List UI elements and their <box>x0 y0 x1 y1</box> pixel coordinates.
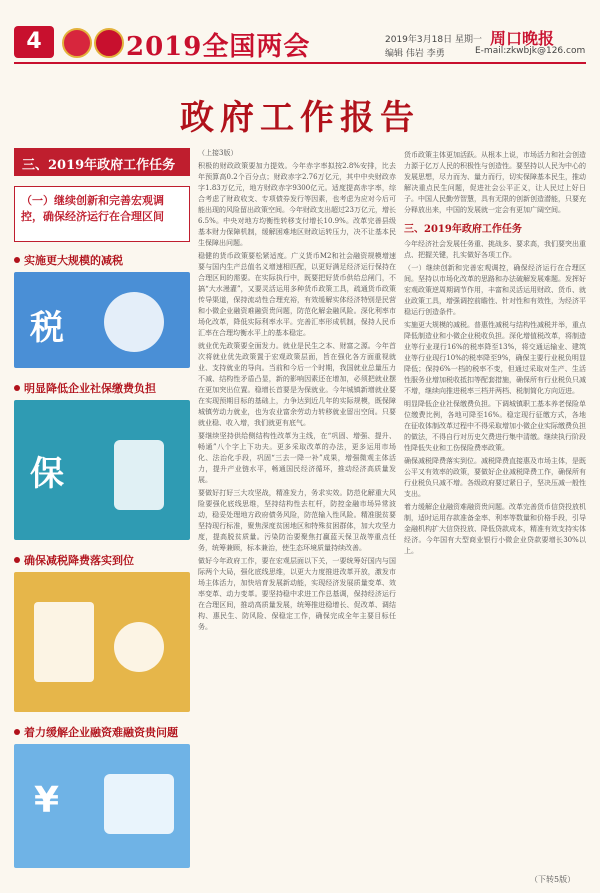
subsection-heading: （一）继续创新和完善宏观调控，确保经济运行在合理区间 <box>21 194 164 223</box>
topic-label: 确保减税降费落实到位 <box>14 552 190 568</box>
issue-date: 2019年3月18日 星期一 <box>385 35 482 45</box>
paragraph: 实施更大规模的减税。普惠性减税与结构性减税并举，重点降低制造业和小微企业税收负担。深化增值税改革，将制造业等行业现行16%的税率降至13%，将交通运输业、建筑业等行业现行10%的税率降至9%，确保主要行业税负明显降低；保持6%一档的税率不变，但通过采取对生产、生活性服务业增加税收抵扣等配套措施，确保所有行业税负只减不增，继续向推进税率三档并两档、税制简化方向迈进。 <box>404 321 586 395</box>
document-shape <box>34 602 94 682</box>
paragraph: 确保减税降费落实到位。减税降费直接惠及市场主体，是既公平又有效率的政策，要做好企业减税降费工作，确保所有行业税负只减不增。各级政府要过紧日子，坚决压减一般性支出。 <box>404 457 586 498</box>
cppcc-emblem-icon <box>94 28 124 58</box>
continued-note: （下转5版） <box>530 875 576 884</box>
right-column <box>404 148 586 868</box>
page-number: 4 <box>26 29 42 54</box>
paragraph: 明显降低企业社保缴费负担。下调城镇职工基本养老保险单位缴费比例，各地可降至16%。稳定现行征缴方式，各地在征收体制改革过程中不得采取增加小微企业实际缴费负担的做法，不得自行对历史欠费进行集中清缴。继续执行阶段性降低失业和工伤保险费率政策。 <box>404 400 586 452</box>
insurance-glyph: 保 <box>30 454 64 494</box>
paragraph: 货币政策主体更加活跃。从根本上说，市场活力和社会创造力源于亿万人民的积极性与创造性。要坚持以人民为中心的发展思想，尽力而为、量力而行，切实保障基本民生，推动解决重点民生问题，促进社会公平正义，让人民过上好日子。中国人民勤劳智慧，具有无限的创新创造潜能，只要充分释放出来，中国的发展就一定会有更加广阔空间。 <box>404 151 586 214</box>
paragraph: 着力缓解企业融资难融资贵问题。改革完善货币信贷投放机制，适时运用存款准备金率、利率等数量和价格手段，引导金融机构扩大信贷投放、降低贷款成本，精准有效支持实体经济。今年国有大型商业银行小微企业贷款要增长30%以上。 <box>404 503 586 555</box>
national-emblem-icon <box>62 28 92 58</box>
social-security-illustration <box>14 400 190 540</box>
page-number-badge <box>14 26 54 58</box>
middle-column <box>198 148 396 868</box>
header-divider <box>14 62 586 64</box>
tax-fee-cut-illustration <box>14 572 190 712</box>
paragraph: 做好今年政府工作，要在宏观层面以下关，一要统筹好国内与国际两个大局，强化底线思维，以更大力度推进改革开放，激发市场主体活力，加快培育发展新动能，实现经济发展质量变革、效率变革、动力变革。要坚持稳中求进工作总基调，保持经济运行在合理区间，推动高质量发展，统筹推进稳增长、促改革、调结构、惠民生、防风险、保稳定工作，确保完成全年主要目标任务。 <box>198 557 396 631</box>
column-section-heading: 三、2019年政府工作任务 <box>404 224 522 235</box>
subsection-box <box>14 186 190 242</box>
editor-credit: 编辑 伟岩 李勇 <box>385 49 445 59</box>
topic-label: 实施更大规模的减税 <box>14 252 190 268</box>
newspaper-brand: 周口晚报 <box>490 29 555 48</box>
financing-illustration <box>14 744 190 868</box>
section-banner <box>14 148 190 176</box>
paragraph: 稳健的货币政策要松紧适度。广义货币M2和社会融资规模增速要与国内生产总值名义增速相匹配，以更好满足经济运行保持在合理区间的需要。在实际执行中，既要把好货币供给总闸门，不搞“大水漫灌”，又要灵活运用多种货币政策工具，疏通货币政策传导渠道，保持流动性合理充裕，有效缓解实体经济特别是民营和小微企业融资难融资贵问题，防范化解金融风险。深化利率市场化改革，降低实际利率水平。完善汇率形成机制，保持人民币汇率在合理均衡水平上的基本稳定。 <box>198 252 396 337</box>
coin-shape <box>104 292 164 352</box>
building-shape <box>104 774 174 834</box>
currency-glyph: ¥ <box>34 780 60 821</box>
paragraph: （一）继续创新和完善宏观调控，确保经济运行在合理区间。坚持以市场化改革的思路和办法破解发展难题。发挥好宏观政策逆周期调节作用，丰富和灵活运用财政、货币、就业政策工具，增强调控前瞻性、针对性和有效性，为经济平稳运行创造条件。 <box>404 264 586 316</box>
paragraph: 要继续坚持供给侧结构性改革为主线，在“巩固、增强、提升、畅通”八个字上下功夫。更多采取改革的办法，更多运用市场化、法治化手段，巩固“三去一降一补”成果，增强微观主体活力，提升产业链水平，畅通国民经济循环，推动经济高质量发展。 <box>198 432 396 484</box>
continuation-note: （上接3版） <box>198 149 238 157</box>
section-banner-text: 三、2019年政府工作任务 <box>22 158 176 173</box>
coin-shape <box>114 622 164 672</box>
topic-label: 明显降低企业社保缴费负担 <box>14 380 190 396</box>
paragraph: 要做好打好三大攻坚战，精准发力，务求实效。防范化解重大风险要强化底线思维，坚持结构性去杠杆，防控金融市场异常波动，稳妥处理地方政府债务风险，防范输入性风险。精准脱贫要坚持现行标准，聚焦深度贫困地区和特殊贫困群体，加大攻坚力度，提高脱贫质量。污染防治要聚焦打赢蓝天保卫战等重点任务，统筹兼顾，标本兼治，使生态环境质量持续改善。 <box>198 489 396 552</box>
left-sidebar <box>14 148 190 868</box>
page-header <box>0 0 600 64</box>
topic-label: 着力缓解企业融资难融资贵问题 <box>14 724 190 740</box>
article-title: 政府工作报告 <box>180 98 420 138</box>
section-title: 2019全国两会 <box>126 32 311 62</box>
paragraph: 就业优先政策要全面发力。就业是民生之本、财富之源。今年首次将就业优先政策置于宏观政策层面，旨在强化各方面重视就业、支持就业的导向。当前和今后一个时期，我国就业总量压力不减、结构性矛盾凸显，新的影响因素还在增加，必须把就业摆在更加突出位置。稳增长首要是为保就业。今年城镇新增就业要在实现预期目标的基础上，力争达到近几年的实际规模，既保障城镇劳动力就业，也为农业富余劳动力转移就业留出空间。只要就业稳、收入增，我们就更有底气。 <box>198 342 396 427</box>
paragraph: 积极的财政政策要加力提效。今年赤字率拟按2.8%安排，比去年预算高0.2个百分点；财政赤字2.76万亿元，其中中央财政赤字1.83万亿元，地方财政赤字9300亿元。适度提高赤字率，综合考虑了财政收支、专项债券发行等因素，也考虑为应对今后可能出现的风险留出政策空间。今年财政支出超过23万亿元，增长6.5%。中央对地方均衡性转移支付增长10.9%。改革完善县级基本财力保障机制，缓解困难地区财政运转压力，决不让基本民生保障出问题。 <box>198 162 396 247</box>
umbrella-shape <box>114 440 164 510</box>
paragraph: 今年经济社会发展任务重、挑战多、要求高，我们要突出重点、把握关键，扎实做好各项工作。 <box>404 240 586 259</box>
contact-email: E-mail:zkwbjk@126.com <box>475 46 586 56</box>
tax-glyph: 税 <box>30 308 64 348</box>
tax-cut-illustration <box>14 272 190 368</box>
